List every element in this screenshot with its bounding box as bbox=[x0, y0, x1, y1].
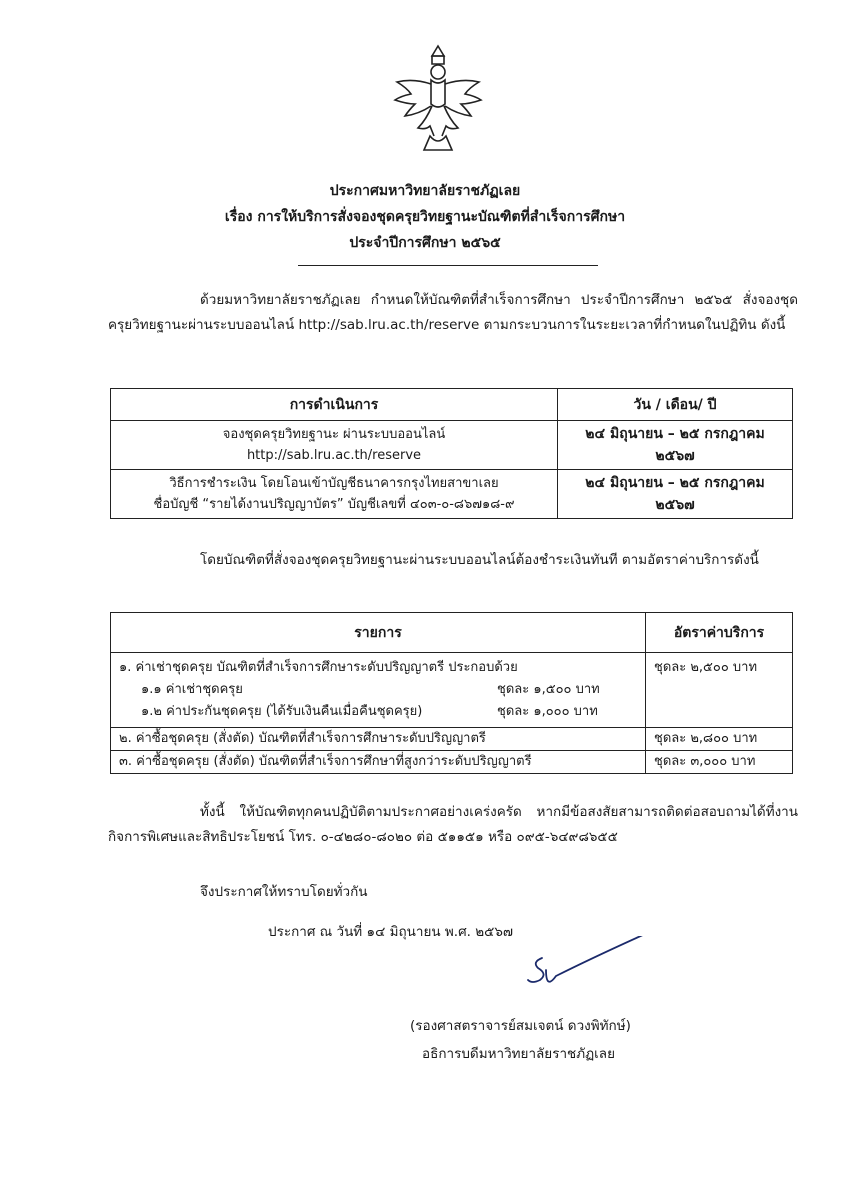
announcement-date: ประกาศ ณ วันที่ ๑๔ มิถุนายน พ.ศ. ๒๕๖๗ bbox=[268, 924, 514, 940]
table-row bbox=[111, 421, 793, 470]
schedule-date: ๒๔ มิถุนายน – ๒๕ กรกฎาคม ๒๕๖๗ bbox=[558, 470, 793, 519]
payment-note: โดยบัณฑิตที่สั่งจองชุดครุยวิทยฐานะผ่านระบบออนไลน์ต้องชำระเงินทันที ตามอัตราค่าบริการดังนี้ bbox=[200, 552, 759, 568]
action-text: จองชุดครุยวิทยฐานะ ผ่านระบบออนไลน์ bbox=[222, 427, 446, 442]
fee-item: ๒. ค่าซื้อชุดครุย (สั่งตัด) บัณฑิตที่สำเร็จการศึกษาระดับปริญญาตรี bbox=[111, 728, 646, 751]
table-row bbox=[111, 751, 793, 774]
signer-name: (รองศาสตราจารย์สมเจตน์ ดวงพิทักษ์) bbox=[410, 1018, 631, 1034]
table-row bbox=[111, 653, 793, 728]
table-row bbox=[111, 728, 793, 751]
fee-table bbox=[110, 612, 793, 774]
announcement-subject: เรื่อง การให้บริการสั่งจองชุดครุยวิทยฐานะบัณฑิตที่สำเร็จการศึกษา bbox=[224, 209, 626, 225]
column-header: วัน / เดือน/ ปี bbox=[558, 389, 793, 421]
header-divider bbox=[298, 265, 598, 266]
table-row bbox=[111, 470, 793, 519]
subitem-price: ชุดละ ๑,๐๐๐ บาท bbox=[497, 704, 598, 719]
fee-item bbox=[111, 653, 646, 728]
subitem-label: ๑.๒ ค่าประกันชุดครุย (ได้รับเงินคืนเมื่อคืนชุดครุย) bbox=[141, 704, 423, 719]
subitem-price: ชุดละ ๑,๕๐๐ บาท bbox=[497, 682, 600, 697]
fee-subitem bbox=[119, 679, 637, 701]
schedule-date: ๒๔ มิถุนายน – ๒๕ กรกฎาคม ๒๕๖๗ bbox=[558, 421, 793, 470]
column-header: การดำเนินการ bbox=[111, 389, 558, 421]
academic-year: ประจำปีการศึกษา ๒๕๖๕ bbox=[349, 235, 501, 251]
signature bbox=[520, 936, 660, 1006]
fee-subitem bbox=[119, 701, 637, 723]
signer-title: อธิการบดีมหาวิทยาลัยราชภัฏเลย bbox=[422, 1046, 615, 1062]
schedule-action bbox=[111, 421, 558, 470]
column-header: รายการ bbox=[111, 613, 646, 653]
fee-price: ชุดละ ๒,๕๐๐ บาท bbox=[646, 653, 793, 728]
action-text: วิธีการชำระเงิน โดยโอนเข้าบัญชีธนาคารกรุงไทยสาขาเลย bbox=[169, 476, 499, 491]
table-header bbox=[111, 389, 793, 421]
fee-item: ๓. ค่าซื้อชุดครุย (สั่งตัด) บัณฑิตที่สำเร็จการศึกษาที่สูงกว่าระดับปริญญาตรี bbox=[111, 751, 646, 774]
fee-price: ชุดละ ๓,๐๐๐ บาท bbox=[646, 751, 793, 774]
fee-price: ชุดละ ๒,๘๐๐ บาท bbox=[646, 728, 793, 751]
table-header bbox=[111, 613, 793, 653]
announcement-issuer: ประกาศมหาวิทยาลัยราชภัฏเลย bbox=[329, 183, 521, 199]
account-text: ชื่อบัญชี “รายได้งานปริญญาบัตร” บัญชีเลขที่ ๔๐๓-๐-๘๖๗๑๘-๙ bbox=[153, 497, 515, 512]
contact-paragraph: ทั้งนี้ ให้บัณฑิตทุกคนปฏิบัติตามประกาศอย่างเคร่งครัด หากมีข้อสงสัยสามารถติดต่อสอบถามได้ที่งานกิจการพิเศษและสิทธิประโยชน์ โทร. ๐-๔๒๘๐-๘๐๒๐ ต่อ ๕๑๑๕๑ หรือ ๐๙๕-๖๔๙๘๖๕๕ bbox=[108, 804, 798, 845]
intro-paragraph: ด้วยมหาวิทยาลัยราชภัฏเลย กำหนดให้บัณฑิตที่สำเร็จการศึกษา ประจำปีการศึกษา ๒๕๖๕ สั่งจองชุดครุยวิทยฐานะผ่านระบบออนไลน์ http://sab.lru.ac.th/reserve ตามกระบวนการในระยะเวลาที่กำหนดในปฏิทิน ดังนี้ bbox=[108, 292, 798, 333]
reserve-url: http://sab.lru.ac.th/reserve bbox=[246, 448, 422, 463]
garuda-emblem-icon bbox=[392, 40, 484, 158]
schedule-action bbox=[111, 470, 558, 519]
subitem-label: ๑.๑ ค่าเช่าชุดครุย bbox=[141, 682, 243, 697]
closing-text: จึงประกาศให้ทราบโดยทั่วกัน bbox=[200, 884, 368, 900]
schedule-table bbox=[110, 388, 793, 519]
fee-item-text: ๑. ค่าเช่าชุดครุย บัณฑิตที่สำเร็จการศึกษาระดับปริญญาตรี ประกอบด้วย bbox=[119, 660, 518, 675]
column-header: อัตราค่าบริการ bbox=[646, 613, 793, 653]
